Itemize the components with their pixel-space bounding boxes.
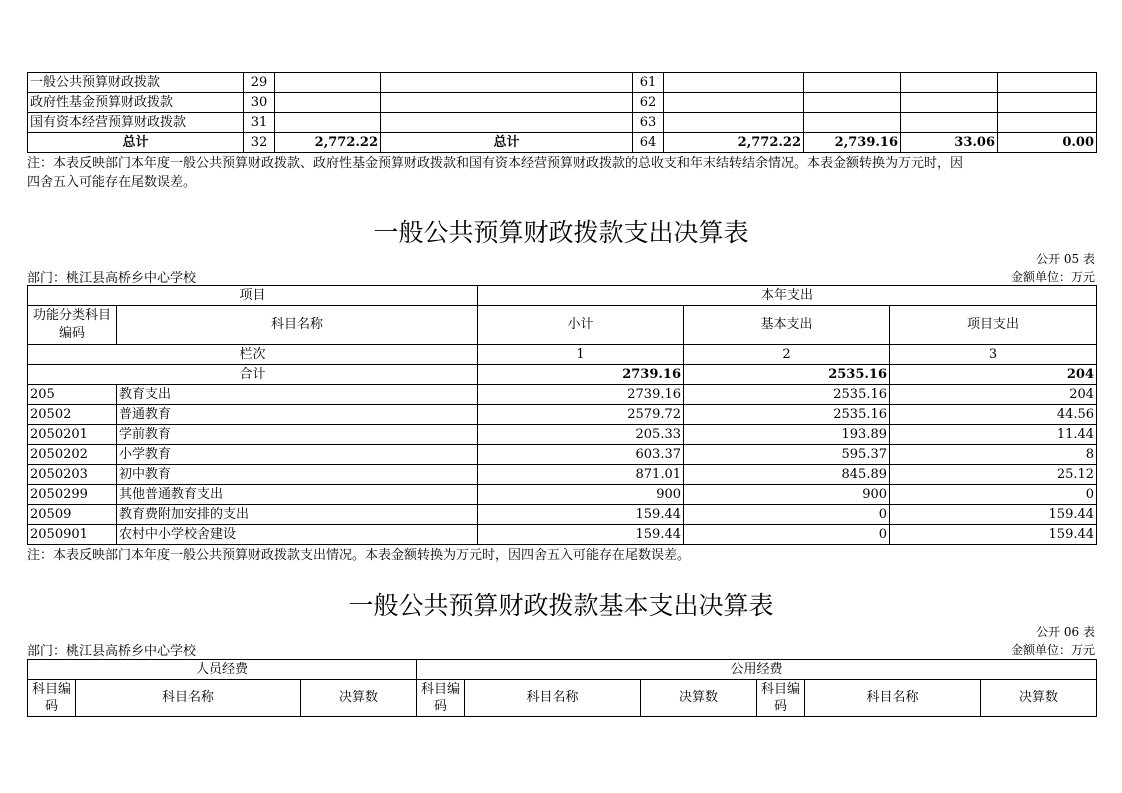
row-code: 2050201 — [28, 425, 117, 445]
row-code: 2050203 — [28, 465, 117, 485]
row-basic: 2535.16 — [684, 405, 890, 425]
row-subtotal: 871.01 — [478, 465, 684, 485]
line-number: 29 — [244, 73, 275, 93]
header-name: 科目名称 — [117, 306, 478, 345]
row-project: 159.44 — [890, 505, 1097, 525]
lanci-label: 栏次 — [28, 345, 478, 365]
header-year: 本年支出 — [478, 286, 1097, 306]
line-number: 30 — [244, 93, 275, 113]
row-subtotal: 2579.72 — [478, 405, 684, 425]
page-title: 一般公共预算财政拨款基本支出决算表 — [348, 591, 774, 620]
row-basic: 0 — [684, 525, 890, 545]
column-index: 1 — [478, 345, 684, 365]
row-subtotal: 159.44 — [478, 505, 684, 525]
header-public: 公用经费 — [417, 660, 1097, 680]
header-name: 科目名称 — [465, 680, 641, 717]
row-project: 0 — [890, 485, 1097, 505]
row-basic: 845.89 — [684, 465, 890, 485]
row-basic: 900 — [684, 485, 890, 505]
header-subtotal: 小计 — [478, 306, 684, 345]
header-basic: 基本支出 — [684, 306, 890, 345]
total-value: 2,739.16 — [804, 133, 901, 153]
page-title: 一般公共预算财政拨款支出决算表 — [373, 218, 749, 247]
total-value: 2,772.22 — [664, 133, 804, 153]
summary-row — [28, 113, 1097, 133]
row-name: 普通教育 — [117, 405, 478, 425]
total-label: 总计 — [28, 133, 244, 153]
total-value: 33.06 — [901, 133, 998, 153]
summary-row — [28, 93, 1097, 113]
row-code: 2050299 — [28, 485, 117, 505]
header-row — [28, 306, 1097, 345]
total-project: 204 — [890, 365, 1097, 385]
table-row — [28, 385, 1097, 405]
row-basic: 0 — [684, 505, 890, 525]
summary-table — [27, 72, 1097, 153]
header-name: 科目名称 — [805, 680, 981, 717]
table-code: 公开 06 表 — [1036, 625, 1095, 639]
table-row — [28, 525, 1097, 545]
table-row — [28, 465, 1097, 485]
total-label: 总计 — [381, 133, 633, 153]
column-index-row — [28, 345, 1097, 365]
header-amount: 决算数 — [641, 680, 757, 717]
line-number: 61 — [633, 73, 664, 93]
row-basic: 595.37 — [684, 445, 890, 465]
header-item: 项目 — [28, 286, 478, 306]
basic-expenditure-table — [27, 659, 1097, 717]
header-name: 科目名称 — [76, 680, 301, 717]
total-amount: 2,772.22 — [275, 133, 381, 153]
table-row — [28, 425, 1097, 445]
row-subtotal: 2739.16 — [478, 385, 684, 405]
row-project: 11.44 — [890, 425, 1097, 445]
column-index: 2 — [684, 345, 890, 365]
department: 部门：桃江县高桥乡中心学校 — [27, 644, 197, 659]
row-basic: 193.89 — [684, 425, 890, 445]
row-code: 20509 — [28, 505, 117, 525]
line-number: 31 — [244, 113, 275, 133]
row-name: 学前教育 — [117, 425, 478, 445]
row-name: 教育支出 — [117, 385, 478, 405]
header-row — [28, 680, 1097, 717]
row-basic: 2535.16 — [684, 385, 890, 405]
table-row — [28, 505, 1097, 525]
amount-unit: 金额单位：万元 — [1010, 643, 1095, 657]
row-project: 8 — [890, 445, 1097, 465]
row-project: 25.12 — [890, 465, 1097, 485]
row-code: 2050202 — [28, 445, 117, 465]
expenditure-note: 注：本表反映部门本年度一般公共预算财政拨款支出情况。本表金额转换为万元时，因四舍五入可能存在尾数误差。 — [27, 548, 691, 563]
row-subtotal: 900 — [478, 485, 684, 505]
summary-note: 注：本表反映部门本年度一般公共预算财政拨款、政府性基金预算财政拨款和国有资本经营预算财政拨款的总收支和年末结转结余情况。本表金额转换为万元时，因 四舍五入可能存在尾数误差。 — [27, 156, 964, 190]
table-row — [28, 405, 1097, 425]
line-number: 63 — [633, 113, 664, 133]
row-subtotal: 205.33 — [478, 425, 684, 445]
total-basic: 2535.16 — [684, 365, 890, 385]
header-amount: 决算数 — [981, 680, 1097, 717]
department: 部门：桃江县高桥乡中心学校 — [27, 271, 197, 286]
header-project: 项目支出 — [890, 306, 1097, 345]
row-label: 政府性基金预算财政拨款 — [28, 93, 244, 113]
header-code: 功能分类科目编码 — [28, 306, 117, 345]
row-code: 205 — [28, 385, 117, 405]
amount-unit: 金额单位：万元 — [1010, 270, 1095, 284]
row-label: 国有资本经营预算财政拨款 — [28, 113, 244, 133]
column-index: 3 — [890, 345, 1097, 365]
line-number: 62 — [633, 93, 664, 113]
header-code: 科目编码 — [757, 680, 805, 717]
total-row — [28, 365, 1097, 385]
row-label: 一般公共预算财政拨款 — [28, 73, 244, 93]
summary-total-row — [28, 133, 1097, 153]
total-label: 合计 — [28, 365, 478, 385]
row-code: 20502 — [28, 405, 117, 425]
row-name: 小学教育 — [117, 445, 478, 465]
line-number: 32 — [244, 133, 275, 153]
row-project: 204 — [890, 385, 1097, 405]
row-subtotal: 603.37 — [478, 445, 684, 465]
header-row — [28, 660, 1097, 680]
line-number: 64 — [633, 133, 664, 153]
summary-row — [28, 73, 1097, 93]
header-amount: 决算数 — [301, 680, 417, 717]
header-row — [28, 286, 1097, 306]
row-project: 159.44 — [890, 525, 1097, 545]
table-code: 公开 05 表 — [1036, 252, 1095, 266]
header-code: 科目编码 — [28, 680, 76, 717]
table-row — [28, 485, 1097, 505]
row-project: 44.56 — [890, 405, 1097, 425]
total-value: 0.00 — [998, 133, 1097, 153]
total-subtotal: 2739.16 — [478, 365, 684, 385]
table-row — [28, 445, 1097, 465]
row-subtotal: 159.44 — [478, 525, 684, 545]
row-name: 初中教育 — [117, 465, 478, 485]
row-name: 其他普通教育支出 — [117, 485, 478, 505]
row-name: 农村中小学校舍建设 — [117, 525, 478, 545]
header-code: 科目编码 — [417, 680, 465, 717]
expenditure-table — [27, 285, 1097, 545]
row-code: 2050901 — [28, 525, 117, 545]
header-personnel: 人员经费 — [28, 660, 417, 680]
row-name: 教育费附加安排的支出 — [117, 505, 478, 525]
